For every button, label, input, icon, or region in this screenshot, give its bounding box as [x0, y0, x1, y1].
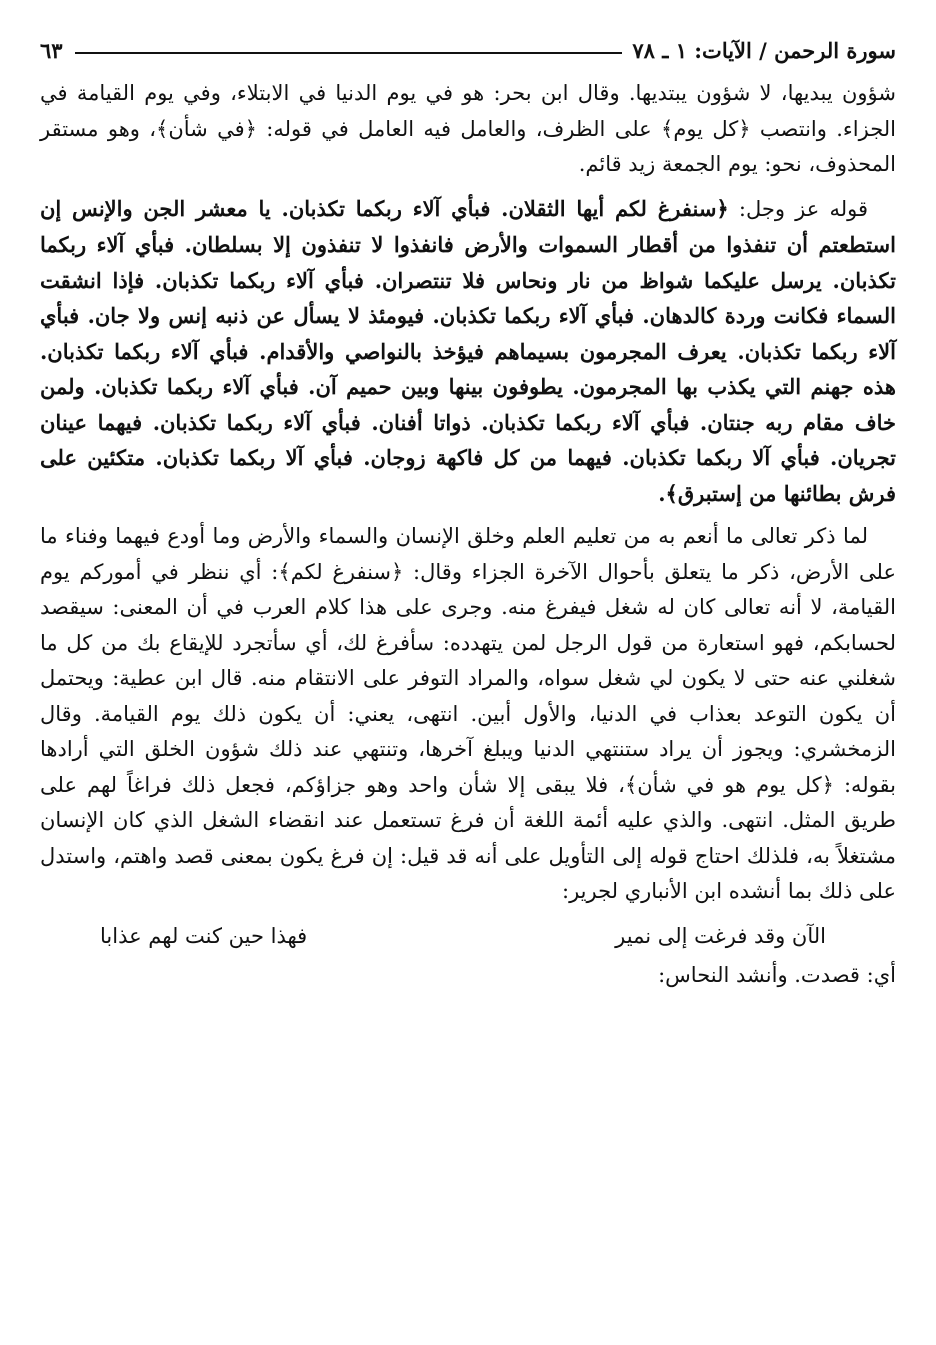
poem-verse — [100, 918, 826, 954]
surah-title: سورة الرحمن / الآيات: ١ ـ ٧٨ — [632, 37, 896, 63]
poem-second-hemistich: فهذا حين كنت لهم عذابا — [100, 923, 308, 948]
paragraph-4: أي: قصدت. وأنشد النحاس: — [658, 962, 896, 987]
verses-intro: قوله عز وجل: — [728, 196, 868, 221]
poem-first-hemistich: الآن وقد فرغت إلى نمير — [615, 923, 826, 948]
paragraph-gap — [40, 183, 896, 191]
book-page — [40, 30, 896, 1320]
paragraph-1: شؤون يبديها، لا شؤون يبتديها. وقال ابن بحر: هو في يوم الدنيا في الابتلاء، وفي يوم القيامة في الجزاء. وانتصب ﴿كل يوم﴾ على الظرف، والعامل فيه العامل في قوله: ﴿في شأن﴾، وهو مستقر المحذوف، نحو: يوم الجمعة زيد قائم. — [40, 81, 896, 176]
quran-verses: ﴿سنفرغ لكم أيها الثقلان. فبأي آلاء ربكما تكذبان. يا معشر الجن والإنس إن استطعتم أن تنفذوا من أقطار السموات والأرض فانفذوا لا تنفذون إلا بسلطان. فبأي آلاء ربكما تكذبان. يرسل عليكما شواظ من نار ونحاس فلا تنتصران. فبأي آلاء ربكما تكذبان. فإذا انشقت السماء فكانت وردة كالدهان. فبأي آلاء ربكما تكذبان. فيومئذ لا يسأل عن ذنبه إنس ولا جان. فبأي آلاء ربكما تكذبان. يعرف المجرمون بسيماهم فيؤخذ بالنواصي والأقدام. فبأي آلاء ربكما تكذبان. هذه جهنم التي يكذب بها المجرمون. يطوفون بينها وبين حميم آن. فبأي آلاء ربكما تكذبان. ولمن خاف مقام ربه جنتان. فبأي آلاء ربكما تكذبان. ذواتا أفنان. فبأي آلاء ربكما تكذبان. فيهما عينان تجريان. فبأي آلا ربكما تكذبان. فيهما من كل فاكهة زوجان. فبأي آلا ربكما تكذبان. متكئين على فرش بطائنها من إستبرق﴾. — [40, 195, 896, 506]
paragraph-gap — [40, 511, 896, 519]
header-rule — [75, 52, 623, 54]
paragraph-verses — [40, 191, 896, 512]
paragraph-commentary: لما ذكر تعالى ما أنعم به من تعليم العلم وخلق الإنسان والسماء والأرض وما أودع فيهما وفناء ما على الأرض، ذكر ما يتعلق بأحوال الآخرة الجزاء وقال: ﴿سنفرغ لكم﴾: أي ننظر في أموركم يوم القيامة، لا أنه تعالى كان له شغل فيفرغ منه. وجرى على هذا كلام العرب في أن المعنى: سيقصد لحسابكم، فهو استعارة من قول الرجل لمن يتهدده: سأفرغ لك، أي سأتجرد للإيقاع بك من كل ما شغلني عنه حتى لا يكون لي شغل سواه، والمراد التوفر على الانتقام منه. قال ابن عطية: ويحتمل أن يكون التوعد بعذاب في الدنيا، والأول أبين. انتهى، يعني: أن يكون ذلك يوم القيامة. وقال الزمخشري: ويجوز أن يراد ستنتهي الدنيا ويبلغ آخرها، وتنتهي عند ذلك شؤون الخلق التي أرادها بقوله: ﴿كل يوم هو في شأن﴾، فلا يبقى إلا شأن واحد وهو جزاؤكم، فجعل ذلك فراغاً لهم على طريق المثل. انتهى. والذي عليه أئمة اللغة أن فرغ تستعمل عند انقضاء الشغل الذي كان الإنسان مشتغلاً به، فلذلك احتاج قوله إلى التأويل على أنه قد قيل: إن فرغ يكون بمعنى قصد واهتم، واستدل على ذلك بما أنشده ابن الأنباري لجرير: — [40, 524, 896, 903]
page-number: ٦٣ — [40, 37, 63, 63]
running-header — [40, 30, 896, 70]
